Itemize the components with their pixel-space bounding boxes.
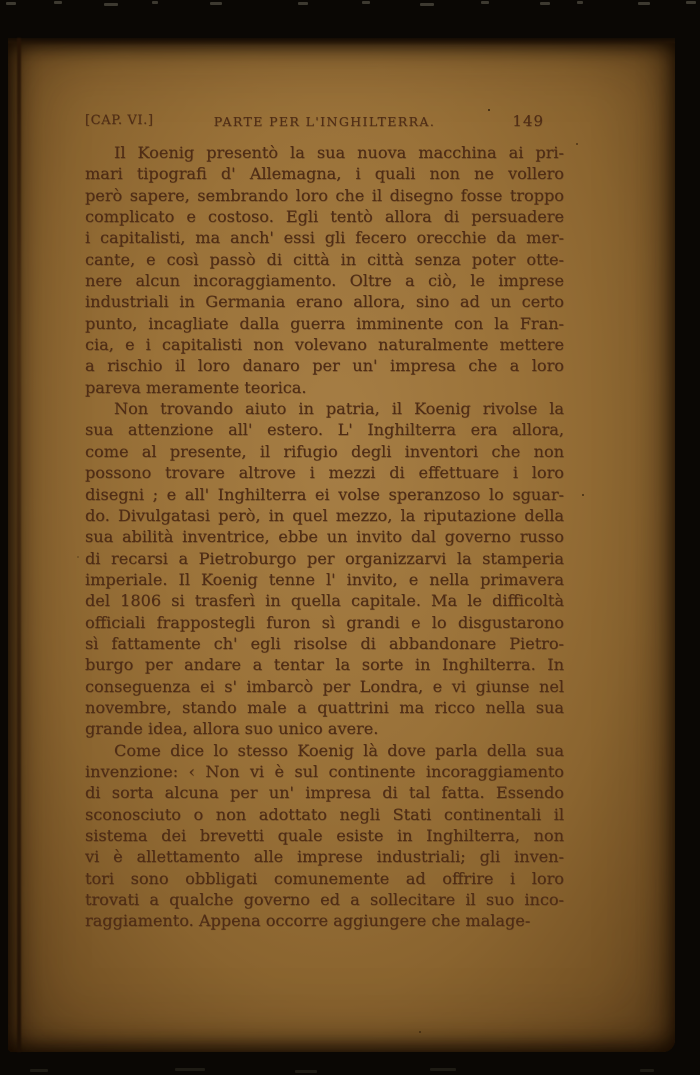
text-line: sistema dei brevetti quale esiste in Inghilterra, non — [85, 826, 564, 845]
book-page — [8, 38, 675, 1052]
text-line: industriali in Germania erano allora, sino ad un certo — [85, 292, 564, 312]
running-header — [85, 112, 564, 132]
text-line: sua abilità inventrice, ebbe un invito dal governo russo — [85, 527, 564, 547]
text-line: mari tipografi d' Allemagna, i quali non ne vollero — [85, 164, 564, 184]
running-title: PARTE PER L'INGHILTERRA. — [213, 114, 436, 129]
text-line: possono trovare altrove i mezzi di effettuare i loro — [85, 463, 564, 483]
text-line: a rischio il loro danaro per un' impresa che a loro — [85, 356, 564, 376]
paragraph — [85, 142, 564, 398]
text-line: grande idea, allora suo unico avere. — [85, 719, 379, 739]
paragraph — [85, 740, 564, 932]
text-line: conseguenza ei s' imbarcò per Londra, e vi giunse nel — [85, 676, 564, 696]
text-line: i capitalisti, ma anch' essi gli fecero orecchie da mer- — [85, 228, 564, 248]
text-line: di recarsi a Pietroburgo per organizzarvi la stamperia — [85, 548, 564, 568]
text-line: sconosciuto o non adottato negli Stati continentali il — [85, 804, 564, 824]
text-line: officiali frappostegli furon sì grandi e lo disgustarono — [85, 612, 564, 632]
text-line: come al presente, il rifugio degli inventori che non — [85, 441, 564, 461]
text-line: punto, incagliate dalla guerra imminente con la Fran- — [85, 313, 564, 333]
page-body-text — [85, 142, 564, 932]
text-line: raggiamento. Appena occorre aggiungere che malage- — [85, 911, 531, 931]
text-line: nere alcun incoraggiamento. Oltre a ciò, le imprese — [85, 271, 564, 291]
text-line: trovati a qualche governo ed a sollecitare il suo inco- — [85, 890, 564, 910]
chapter-label: [CAP. VI.] — [85, 113, 154, 128]
text-line: tori sono obbligati comunemente ad offrire i loro — [85, 868, 564, 888]
paragraph — [85, 398, 564, 740]
text-line: però sapere, sembrando loro che il disegno fosse troppo — [85, 185, 564, 205]
text-line: novembre, stando male a quattrini ma ricco nella sua — [85, 697, 564, 717]
text-line: di sorta alcuna per un' impresa di tal fatta. Essendo — [85, 783, 564, 803]
text-line: pareva meramente teorica. — [85, 377, 307, 397]
text-line: Non trovando aiuto in patria, il Koenig rivolse la — [114, 399, 564, 419]
text-line: Come dice lo stesso Koenig là dove parla della sua — [114, 740, 564, 760]
text-line: cante, e così passò di città in città senza poter otte- — [85, 249, 564, 269]
scan-edge-marks-top — [0, 0, 700, 8]
text-line: do. Divulgatasi però, in quel mezzo, la riputazione della — [85, 505, 564, 525]
text-line: burgo per andare a tentar la sorte in Inghilterra. In — [85, 655, 564, 675]
text-line: disegni ; e all' Inghilterra ei volse speranzoso lo sguar- — [85, 484, 564, 504]
text-line: Il Koenig presentò la sua nuova macchina ai pri- — [114, 143, 564, 162]
text-line: imperiale. Il Koenig tenne l' invito, e nella primavera — [85, 569, 564, 589]
scan-edge-marks-bottom — [0, 1066, 700, 1074]
text-line: del 1806 si trasferì in quella capitale. Ma le difficoltà — [85, 591, 564, 611]
page-top-edge-shadow — [8, 38, 675, 45]
gutter-shadow — [17, 38, 21, 1052]
text-line: complicato e costoso. Egli tentò allora di persuadere — [85, 207, 564, 227]
text-line: vi è allettamento alle imprese industriali; gli inven- — [85, 847, 564, 867]
page-number: 149 — [512, 112, 544, 130]
paper-speck — [488, 109, 490, 111]
text-line: sua attenzione all' estero. L' Inghilterra era allora, — [85, 420, 564, 440]
text-line: cia, e i capitalisti non volevano naturalmente mettere — [85, 335, 564, 355]
text-line: invenzione: ‹ Non vi è sul continente incoraggiamento — [85, 761, 564, 781]
text-line: sì fattamente ch' egli risolse di abbandonare Pietro- — [85, 633, 564, 653]
